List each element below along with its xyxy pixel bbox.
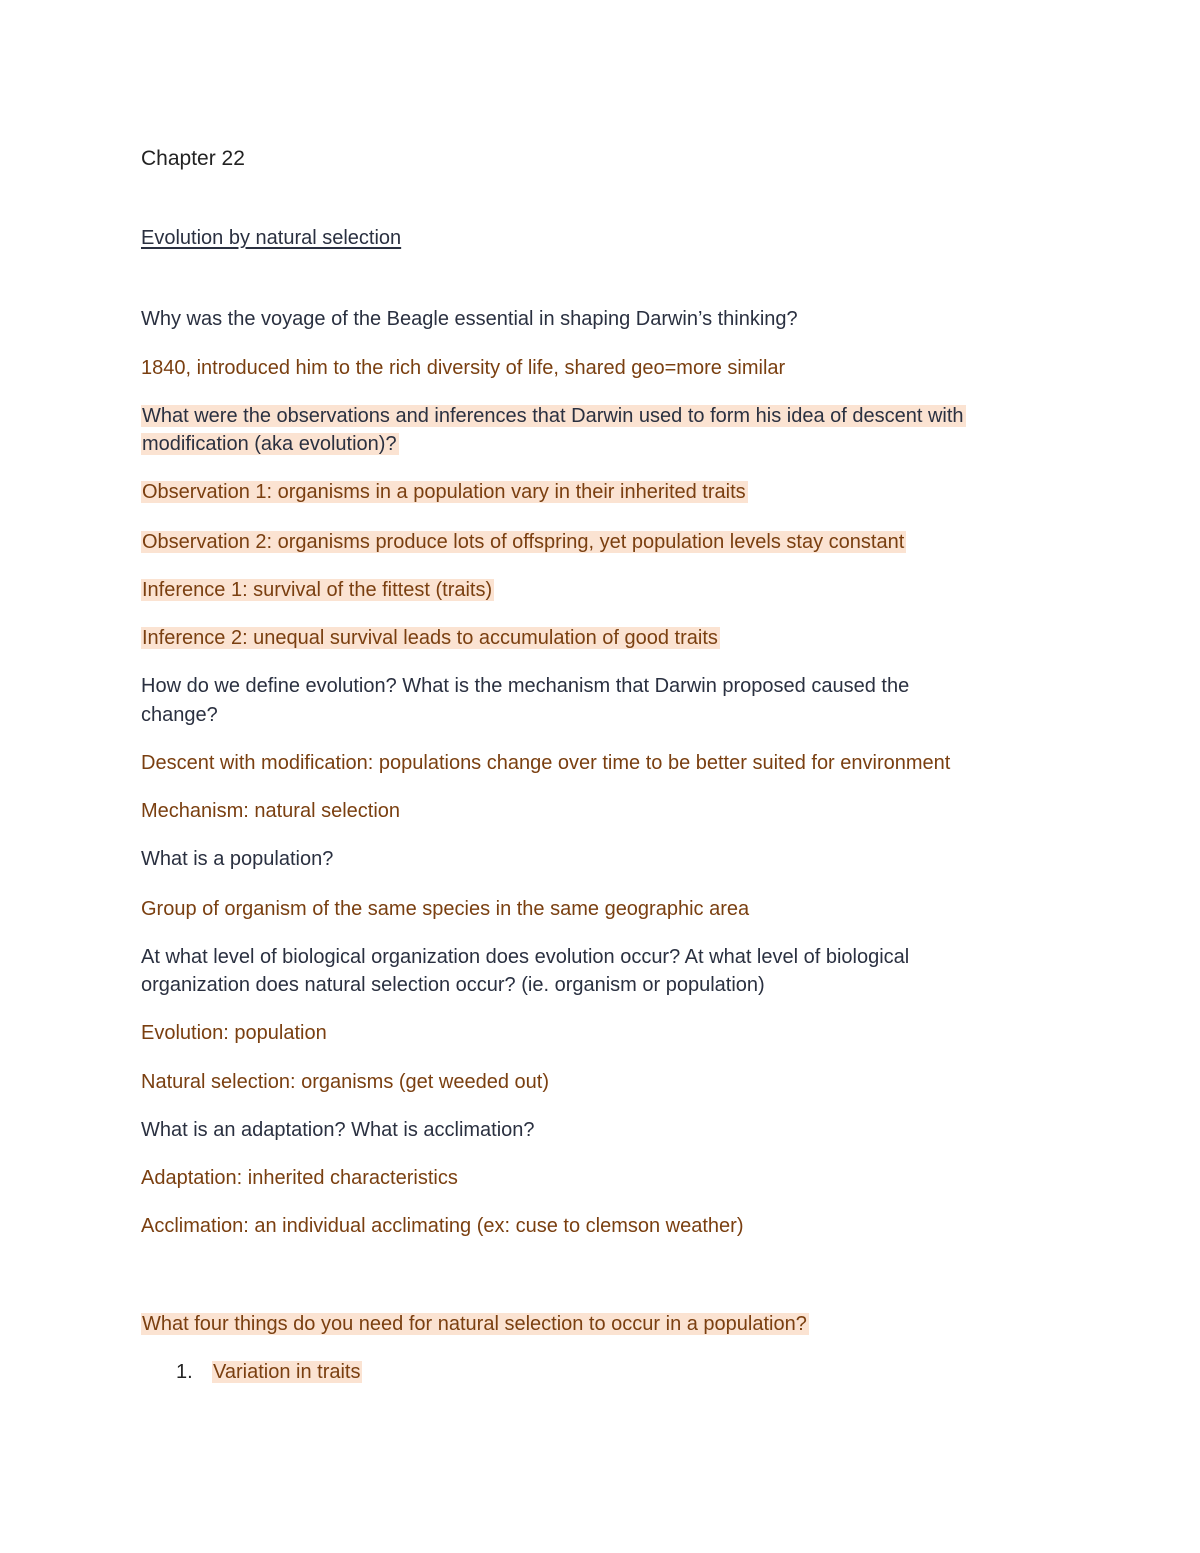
answer-inference-1 bbox=[141, 576, 494, 604]
section-heading: Evolution by natural selection bbox=[141, 227, 402, 249]
answer-selection-level: Natural selection: organisms (get weeded out) bbox=[141, 1071, 549, 1093]
answer-mechanism: Mechanism: natural selection bbox=[141, 800, 401, 822]
answer-observation-1 bbox=[141, 478, 748, 506]
question-population: What is a population? bbox=[141, 848, 334, 870]
highlighted-text: modification (aka evolution)? bbox=[142, 433, 397, 455]
answer-observation-2 bbox=[141, 528, 906, 556]
question-observations-line-1 bbox=[141, 402, 966, 430]
answer-population: Group of organism of the same species in the same geographic area bbox=[141, 898, 750, 920]
question-define-evolution-line-2: change? bbox=[141, 704, 218, 726]
highlighted-text: Observation 2: organisms produce lots of offspring, yet population levels stay constant bbox=[142, 531, 905, 553]
highlighted-text: Observation 1: organisms in a population vary in their inherited traits bbox=[142, 481, 746, 503]
question-level-line-2: organization does natural selection occur? (ie. organism or population) bbox=[141, 974, 765, 996]
list-number: 1. bbox=[176, 1361, 193, 1383]
question-beagle: Why was the voyage of the Beagle essential in shaping Darwin’s thinking? bbox=[141, 308, 798, 330]
question-observations-line-2 bbox=[141, 430, 399, 458]
answer-descent: Descent with modification: populations change over time to be better suited for environment bbox=[141, 752, 951, 774]
question-level-line-1: At what level of biological organization does evolution occur? At what level of biological bbox=[141, 946, 910, 968]
highlighted-text: What were the observations and inferences that Darwin used to form his idea of descent with bbox=[142, 405, 964, 427]
answer-acclimation: Acclimation: an individual acclimating (ex: cuse to clemson weather) bbox=[141, 1215, 744, 1237]
chapter-title: Chapter 22 bbox=[141, 147, 245, 170]
answer-adaptation: Adaptation: inherited characteristics bbox=[141, 1167, 458, 1189]
list-item bbox=[176, 1358, 362, 1386]
highlighted-text: What four things do you need for natural selection to occur in a population? bbox=[142, 1313, 807, 1335]
question-define-evolution-line-1: How do we define evolution? What is the mechanism that Darwin proposed caused the bbox=[141, 675, 910, 697]
highlighted-text: Inference 2: unequal survival leads to accumulation of good traits bbox=[142, 627, 718, 649]
answer-beagle: 1840, introduced him to the rich diversity of life, shared geo=more similar bbox=[141, 357, 786, 379]
question-four-things bbox=[141, 1310, 809, 1338]
answer-inference-2 bbox=[141, 624, 720, 652]
answer-evolution-level: Evolution: population bbox=[141, 1022, 327, 1044]
highlighted-text: Inference 1: survival of the fittest (traits) bbox=[142, 579, 493, 601]
list-text: Variation in traits bbox=[213, 1361, 361, 1383]
question-adaptation: What is an adaptation? What is acclimation? bbox=[141, 1119, 535, 1141]
